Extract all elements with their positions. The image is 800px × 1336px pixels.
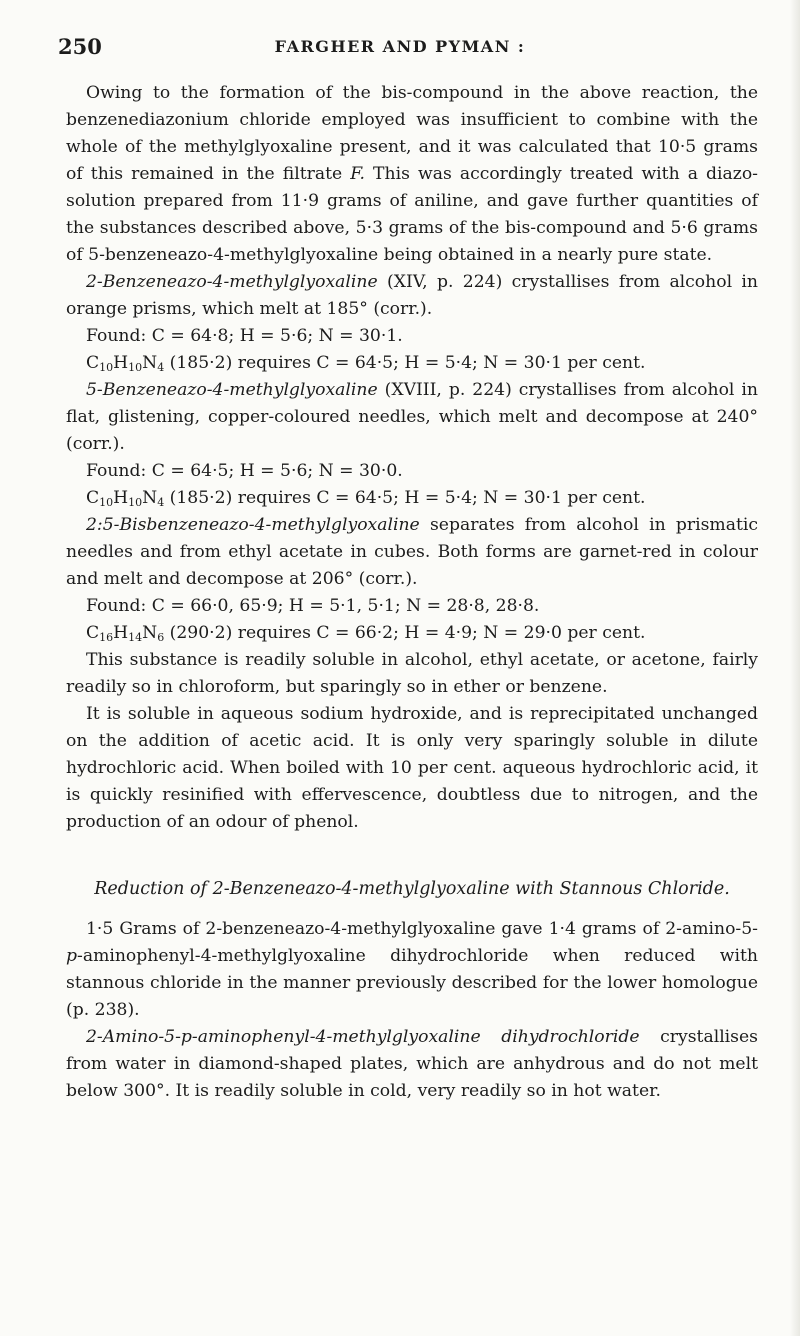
compound-bisbenzeneazo: 2:5-Bisbenzeneazo-4-methylglyoxaline separates from alcohol in prismatic needles and from ethyl acetate in cubes. Both forms are garnet-red in colour and melt and decompose at 206° (corr.). [66,515,758,589]
page-number: 250 [58,34,102,59]
paragraph-reduction: 1·5 Grams of 2-benzeneazo-4-methylglyoxaline gave 1·4 grams of 2-amino-5-p-aminophenyl-4-methylglyoxaline dihydrochloride when reduced with stannous chloride in the manner previously described for the lower homologue (p. 238). [66,919,758,1020]
compound-aminophenyl: 2-Amino-5-p-aminophenyl-4-methylglyoxaline dihydrochloride crystallises from water in diamond-shaped plates, which are anhydrous and do not melt below 300°. It is readily soluble in cold, very readily so in hot water. [66,1027,758,1101]
running-head: FARGHER AND PYMAN : [274,37,526,56]
found-analysis: Found: C = 64·8; H = 5·6; N = 30·1. [86,326,403,346]
section-heading: Reduction of 2-Benzeneazo-4-methylglyoxaline with Stannous Chloride. [94,879,730,899]
page-edge-shadow [790,0,800,1336]
requires-analysis: $C_{10}H_{10}N_4$ (185·2) requires C = 64·5; H = 5·4; N = 30·1 per cent. [86,488,646,509]
article-body [66,80,758,1105]
requires-analysis: $C_{16}H_{14}N_6$ (290·2) requires C = 66·2; H = 4·9; N = 29·0 per cent. [86,623,646,644]
paragraph-intro: Owing to the formation of the bis-compound in the above reaction, the benzenediazonium chloride employed was insufficient to combine with the whole of the methylglyoxaline present, and it was calculated that 10·5 grams of this remained in the filtrate F. This was accordingly treated with a diazo-solution prepared from 11·9 grams of aniline, and gave further quantities of the substances described above, 5·3 grams of the bis-compound and 5·6 grams of 5-benzeneazo-4-methylglyoxaline being obtained in a nearly pure state. [66,83,758,265]
compound-name: 2-Amino-5-p-aminophenyl-4-methylglyoxaline dihydrochloride [86,1027,640,1047]
found-analysis: Found: C = 64·5; H = 5·6; N = 30·0. [86,461,403,481]
compound-name: 5-Benzeneazo-4-methylglyoxaline [86,380,378,400]
compound-5-benzeneazo: 5-Benzeneazo-4-methylglyoxaline (XVIII, p. 224) crystallises from alcohol in flat, glistening, copper-coloured needles, which melt and decompose at 240° (corr.). [66,380,758,454]
compound-2-benzeneazo: 2-Benzeneazo-4-methylglyoxaline (XIV, p. 224) crystallises from alcohol in orange prisms, which melt at 185° (corr.). [66,272,758,319]
requires-analysis: $C_{10}H_{10}N_4$ (185·2) requires C = 64·5; H = 5·4; N = 30·1 per cent. [86,353,646,374]
paragraph-reactions: It is soluble in aqueous sodium hydroxide, and is reprecipitated unchanged on the addition of acetic acid. It is only very sparingly soluble in dilute hydrochloric acid. When boiled with 10 per cent. aqueous hydrochloric acid, it is quickly resinified with effervescence, doubtless due to nitrogen, and the production of an odour of phenol. [66,704,758,832]
paragraph-solubility: This substance is readily soluble in alcohol, ethyl acetate, or acetone, fairly readily so in chloroform, but sparingly so in ether or benzene. [66,650,758,697]
compound-name: 2-Benzeneazo-4-methylglyoxaline [86,272,378,292]
compound-name: 2:5-Bisbenzeneazo-4-methylglyoxaline [86,515,420,535]
found-analysis: Found: C = 66·0, 65·9; H = 5·1, 5·1; N = 28·8, 28·8. [86,596,540,616]
page-header [0,34,800,64]
